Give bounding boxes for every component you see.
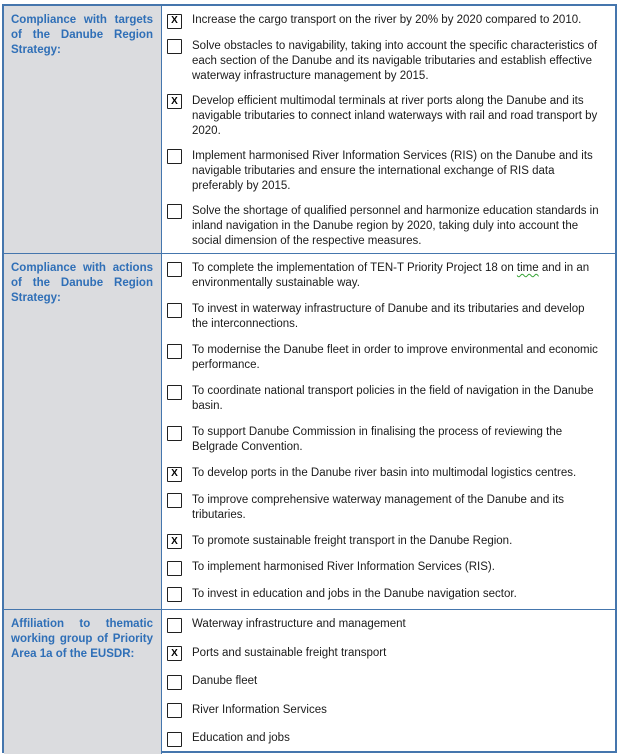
checkbox[interactable] (167, 703, 182, 718)
checklist-item-label: To modernise the Danube fleet in order to improve environmental and economic performance. (192, 344, 598, 371)
checklist-item (167, 343, 601, 373)
checklist-item-label (192, 261, 601, 291)
checklist-item (167, 94, 601, 139)
table-row-targets (4, 6, 615, 253)
targets-items-cell (162, 6, 615, 253)
checklist-item (167, 39, 601, 84)
grammar-flagged-word: time (516, 262, 539, 274)
checklist-item-label: Implement harmonised River Information Services (RIS) on the Danube and its navigable tributaries and ensure the international exchange of RIS data preferably by 2015. (192, 149, 593, 192)
checklist-item-label: To promote sustainable freight transport in the Danube Region. (192, 534, 513, 547)
checkbox[interactable] (167, 426, 182, 441)
checklist-item-label: Danube fleet (192, 675, 258, 687)
section-title: Compliance with targets of the Danube Region Strategy: (11, 14, 153, 56)
section-title: Affiliation to thematic working group of Priority Area 1a of the EUSDR: (11, 618, 153, 660)
checklist-item (167, 425, 601, 455)
actions-items-cell (162, 254, 615, 609)
table-row-actions (4, 253, 615, 609)
checklist-item-label: To invest in waterway infrastructure of Danube and its tributaries and develop the interconnections. (192, 303, 585, 330)
checkbox[interactable] (167, 493, 182, 508)
checklist-item-label: To develop ports in the Danube river basin into multimodal logistics centres. (192, 467, 577, 479)
checkbox-mark: X (171, 647, 178, 659)
checkbox[interactable] (167, 534, 182, 549)
checklist-item (167, 302, 601, 332)
checklist-item (167, 646, 601, 662)
checklist-item-label: Solve obstacles to navigability, taking into account the specific characteristics of each section of the Danube and its navigable tributaries and establish effective waterway infrastructure management by 2015. (192, 39, 598, 82)
checklist-item (167, 587, 601, 603)
section-title: Compliance with actions of the Danube Region Strategy: (11, 262, 153, 304)
targets-header-cell (4, 6, 162, 253)
checklist-item (167, 204, 601, 249)
checkbox[interactable] (167, 262, 182, 277)
checklist-item-label: To invest in education and jobs in the Danube navigation sector. (192, 587, 517, 600)
checkbox[interactable] (167, 587, 182, 602)
checklist-item (167, 466, 601, 482)
checklist-item (167, 534, 601, 550)
checkbox[interactable] (167, 344, 182, 359)
checkbox[interactable] (167, 14, 182, 29)
checkbox[interactable] (167, 303, 182, 318)
checkbox[interactable] (167, 618, 182, 633)
checklist-item-label: Waterway infrastructure and management (192, 618, 406, 630)
checklist-item-label: Education and jobs (192, 732, 290, 744)
compliance-table (2, 4, 617, 753)
checklist-item-label: Develop efficient multimodal terminals at river ports along the Danube and its navigable tributaries to connect inland waterways with rail and road transport by 2020. (192, 94, 598, 137)
checklist-item-label: To implement harmonised River Information Services (RIS). (192, 561, 495, 573)
checklist-item-label: Ports and sustainable freight transport (192, 646, 387, 659)
checklist-item (167, 493, 601, 523)
checklist-item (167, 13, 601, 29)
actions-header-cell (4, 254, 162, 609)
checklist-item (167, 149, 601, 194)
checkbox[interactable] (167, 732, 182, 747)
checklist-item (167, 384, 601, 414)
checklist-item-label: To coordinate national transport policies in the field of navigation in the Danube basin. (192, 385, 594, 412)
checkbox-mark: X (171, 468, 178, 479)
label-text: and in an environmentally sustainable way. (192, 262, 590, 289)
checkbox[interactable] (167, 149, 182, 164)
checklist-item-label: To support Danube Commission in finalising the process of reviewing the Belgrade Convention. (192, 426, 563, 453)
checklist-item (167, 731, 601, 747)
checklist-item-label: Increase the cargo transport on the river by 20% by 2020 compared to 2010. (192, 14, 582, 26)
checkbox[interactable] (167, 561, 182, 576)
checkbox-mark: X (171, 15, 178, 26)
table-row-affiliation (4, 609, 615, 754)
checklist-item (167, 617, 601, 633)
checklist-item-label: Solve the shortage of qualified personnel and harmonize education standards in inland navigation in the Danube region by 2020, taking duly into account the social dimension of the respective measures. (192, 204, 599, 247)
checklist-item (167, 261, 601, 291)
checkbox[interactable] (167, 675, 182, 690)
checklist-item (167, 674, 601, 690)
checkbox[interactable] (167, 467, 182, 482)
checkbox-mark: X (171, 535, 178, 547)
checkbox[interactable] (167, 646, 182, 661)
checkbox[interactable] (167, 385, 182, 400)
checklist-item (167, 703, 601, 719)
affiliation-header-cell (4, 610, 162, 754)
checklist-item (167, 560, 601, 576)
checkbox[interactable] (167, 39, 182, 54)
checkbox[interactable] (167, 204, 182, 219)
label-text: To complete the implementation of TEN-T Priority Project 18 on (192, 262, 517, 274)
checklist-item-label: To improve comprehensive waterway management of the Danube and its tributaries. (192, 493, 565, 521)
affiliation-items-cell (162, 610, 615, 754)
checklist-item-label: River Information Services (192, 703, 327, 716)
checkbox-mark: X (171, 95, 178, 107)
checkbox[interactable] (167, 94, 182, 109)
